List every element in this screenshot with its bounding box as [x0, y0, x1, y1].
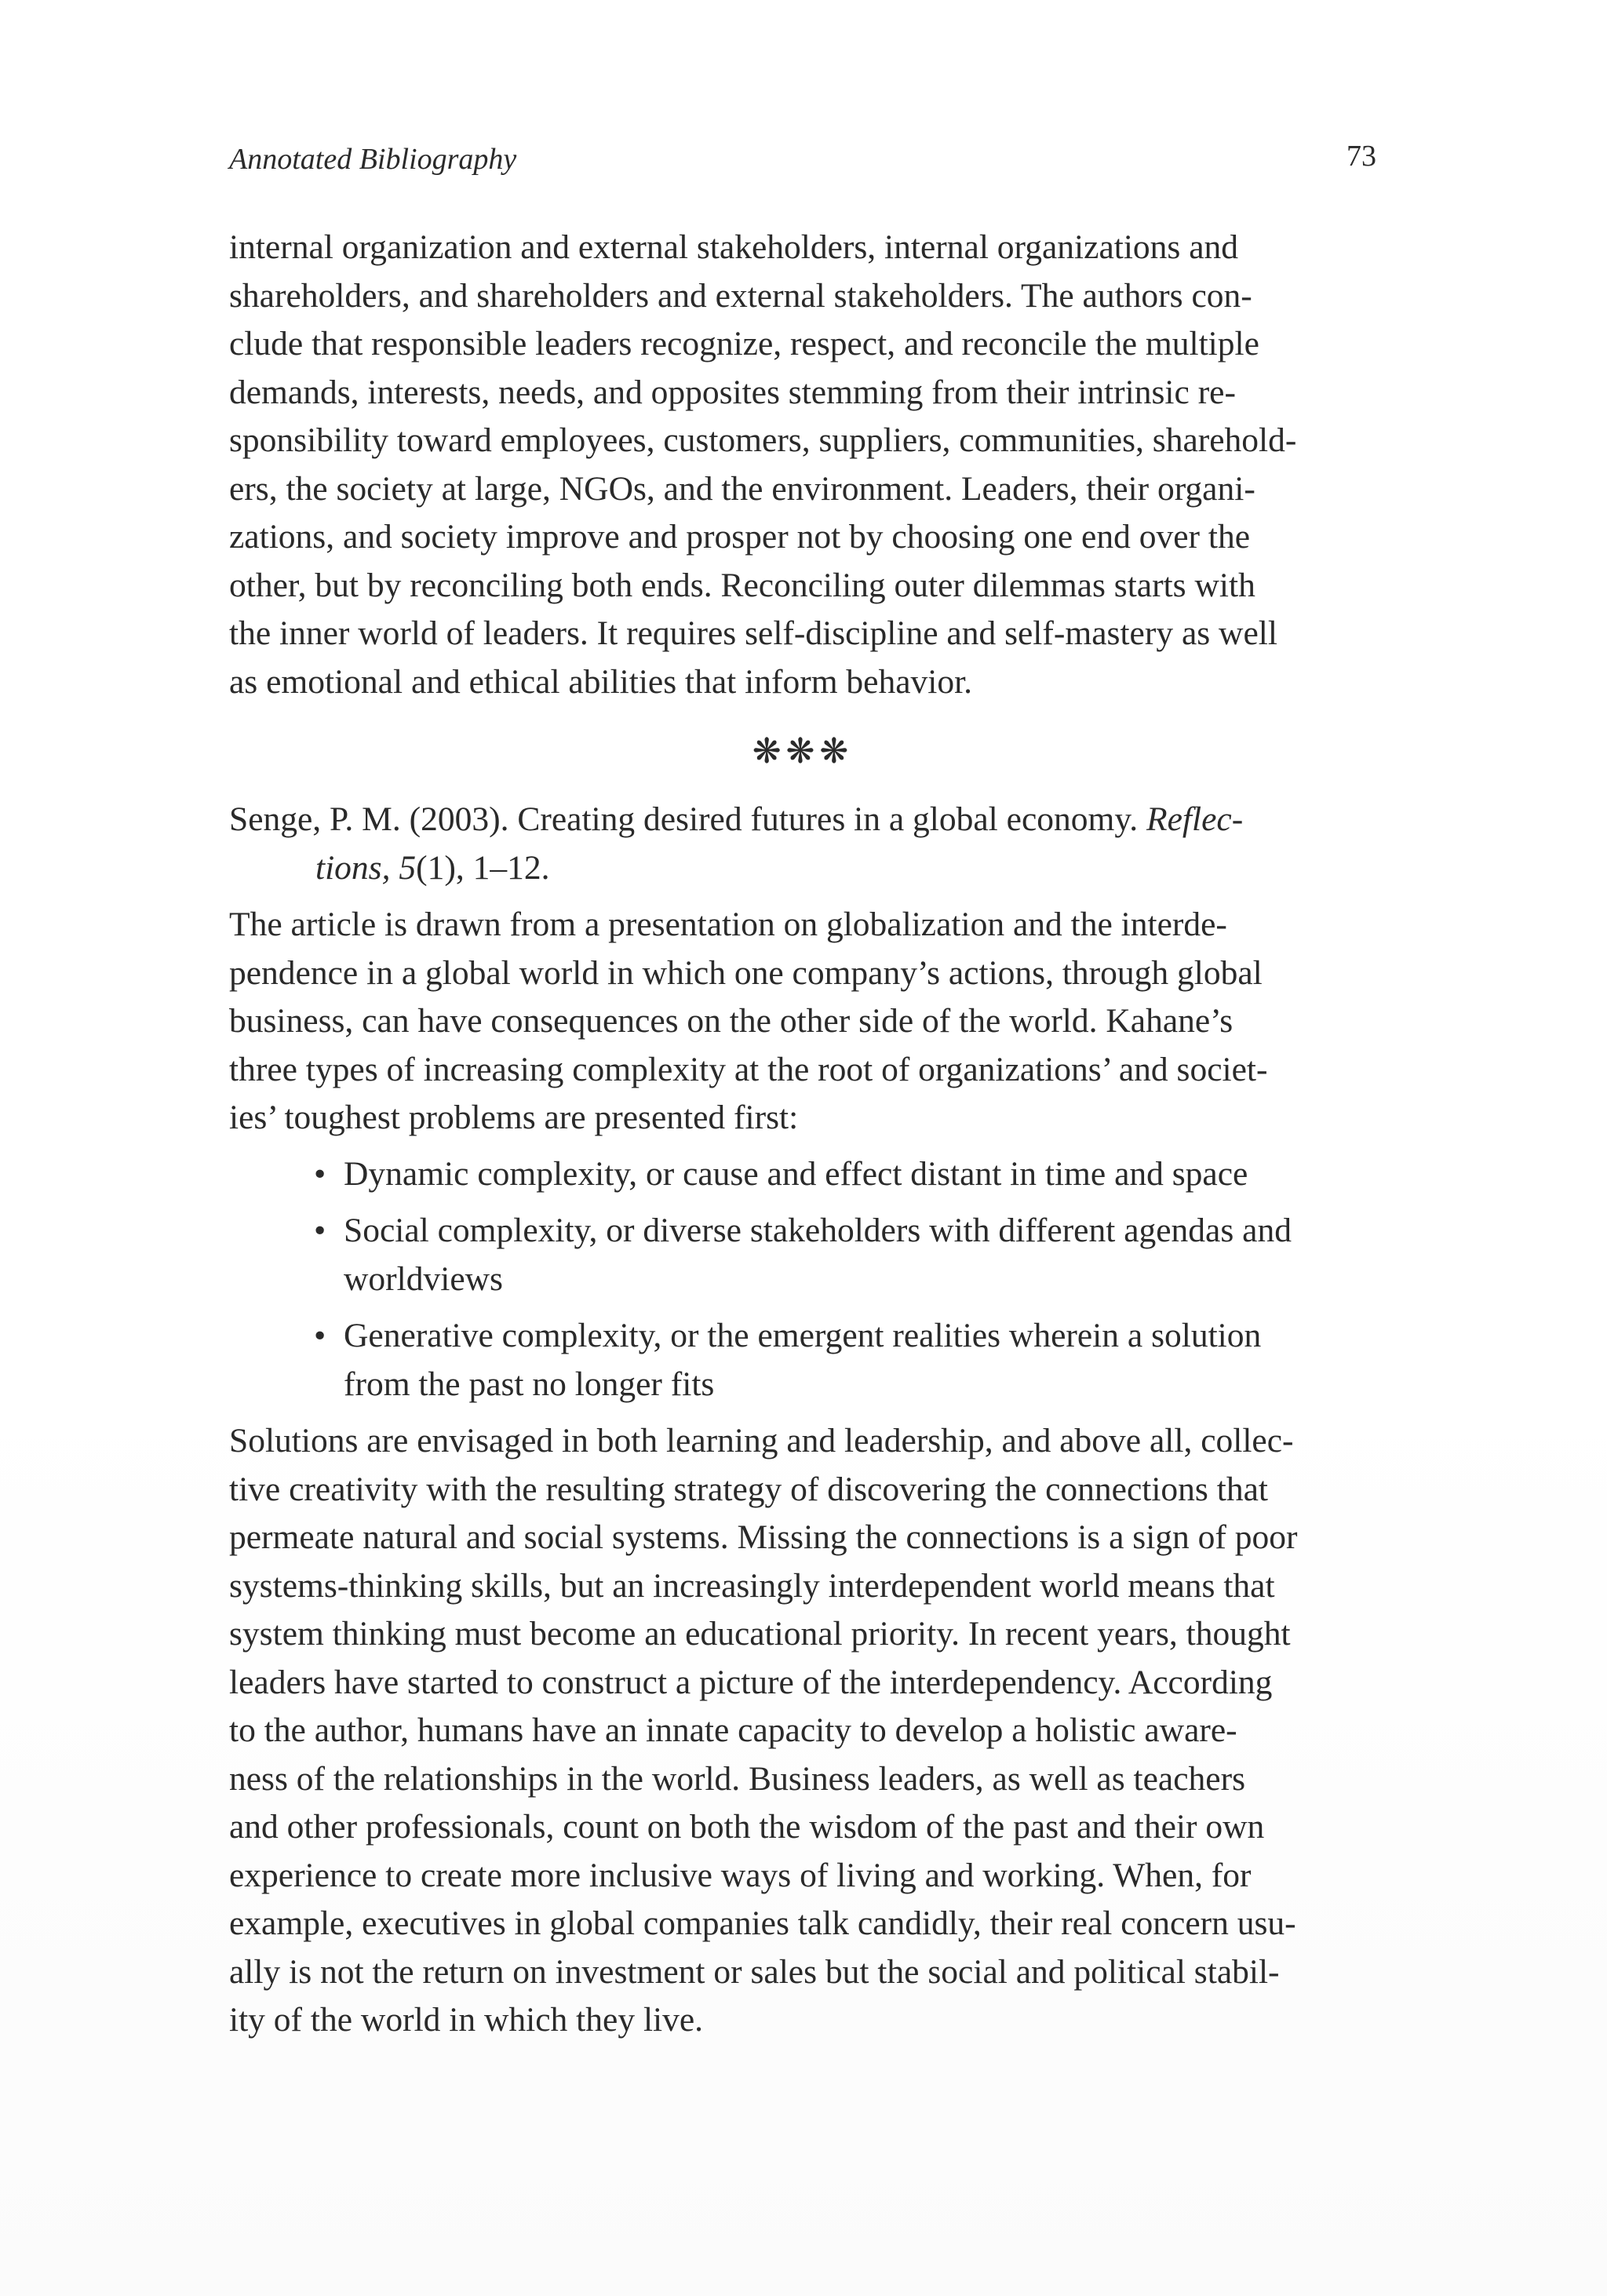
page-number: 73 — [1346, 140, 1376, 173]
text-line: zations, and society improve and prosper not by choosing one end over the — [229, 518, 1251, 556]
list-item-text: worldviews — [344, 1259, 503, 1298]
text-line: ally is not the return on investment or sales but the social and political stabil- — [229, 1952, 1280, 1991]
list-item — [229, 1207, 1376, 1303]
text-line: ies’ toughest problems are presented first: — [229, 1099, 799, 1136]
citation-journal-start: Reflec- — [1146, 800, 1244, 838]
citation-line-1 — [229, 796, 1376, 844]
text-line: systems-thinking skills, but an increasingly interdependent world means that — [229, 1566, 1275, 1605]
list-item-text: from the past no longer fits — [344, 1365, 715, 1403]
list-item-text: Dynamic complexity, or cause and effect distant in time and space — [344, 1154, 1248, 1193]
list-item — [229, 1312, 1376, 1409]
citation-journal-volume: tions, 5 — [315, 848, 417, 887]
text-line: demands, interests, needs, and opposites stemming from their intrinsic re- — [229, 373, 1236, 411]
list-item-text: Social complexity, or diverse stakeholders with different agendas and — [344, 1212, 1292, 1249]
section-separator-asterisks: ❋❋❋ — [752, 732, 854, 771]
text-line: shareholders, and shareholders and external stakeholders. The authors con- — [229, 276, 1252, 315]
text-line: the inner world of leaders. It requires self-discipline and self-mastery as well — [229, 614, 1277, 652]
citation-line-2 — [229, 844, 1376, 893]
text-line: ness of the relationships in the world. Business leaders, as well as teachers — [229, 1759, 1246, 1798]
text-line: pendence in a global world in which one company’s actions, through global — [229, 953, 1263, 992]
text-line: internal organization and external stakeholders, internal organizations and — [229, 228, 1239, 266]
complexity-bullet-list — [229, 1150, 1376, 1409]
text-line: sponsibility toward employees, customers, suppliers, communities, sharehold- — [229, 421, 1297, 459]
text-line: ers, the society at large, NGOs, and the environment. Leaders, their organi- — [229, 469, 1255, 508]
text-line: to the author, humans have an innate capacity to develop a holistic aware- — [229, 1711, 1237, 1749]
text-line: experience to create more inclusive ways of living and working. When, for — [229, 1856, 1252, 1894]
citation-author-title: Senge, P. M. (2003). Creating desired futures in a global economy. — [229, 800, 1147, 838]
text-line: ity of the world in which they live. — [229, 2001, 704, 2039]
citation-issue-pages: (1), 1–12. — [416, 848, 550, 887]
text-line: system thinking must become an educational priority. In recent years, thought — [229, 1615, 1291, 1653]
bullet-icon: • — [314, 1212, 326, 1249]
text-line: The article is drawn from a presentation on globalization and the interde- — [229, 906, 1227, 943]
text-line: Solutions are envisaged in both learning and leadership, and above all, collec- — [229, 1422, 1294, 1460]
continued-annotation-paragraph — [229, 224, 1376, 706]
annotation-intro-paragraph — [229, 901, 1376, 1143]
list-item-text: Generative complexity, or the emergent realities wherein a solution — [344, 1317, 1262, 1354]
text-line: permeate natural and social systems. Missing the connections is a sign of poor — [229, 1518, 1298, 1556]
text-line: and other professionals, count on both the wisdom of the past and their own — [229, 1808, 1265, 1846]
text-line: clude that responsible leaders recognize, respect, and reconcile the multiple — [229, 325, 1259, 363]
annotation-body-paragraph — [229, 1417, 1376, 2045]
text-line: as emotional and ethical abilities that inform behavior. — [229, 662, 973, 701]
text-line: other, but by reconciling both ends. Reconciling outer dilemmas starts with — [229, 566, 1255, 604]
text-line: three types of increasing complexity at the root of organizations’ and societ- — [229, 1050, 1268, 1088]
text-line: example, executives in global companies talk candidly, their real concern usu- — [229, 1904, 1296, 1942]
bullet-icon: • — [314, 1317, 326, 1354]
running-title: Annotated Bibliography — [229, 143, 517, 176]
list-item — [229, 1150, 1376, 1199]
running-head — [229, 140, 1376, 179]
text-line: business, can have consequences on the other side of the world. Kahane’s — [229, 1002, 1233, 1040]
text-line: tive creativity with the resulting strategy of discovering the connections that — [229, 1470, 1268, 1508]
bibliography-citation — [229, 796, 1376, 892]
text-line: leaders have started to construct a picture of the interdependency. According — [229, 1663, 1273, 1701]
page-body — [229, 224, 1376, 2045]
bullet-icon: • — [314, 1154, 326, 1193]
